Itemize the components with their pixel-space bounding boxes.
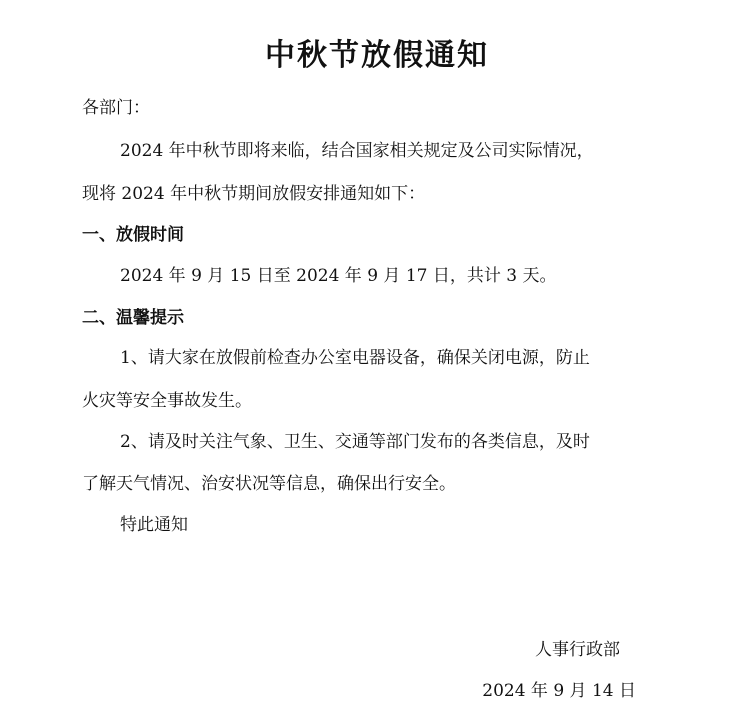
reminder-1-line-2: 火灾等安全事故发生。 bbox=[82, 391, 252, 411]
section-heading-holiday-time: 一、放假时间 bbox=[82, 225, 184, 245]
closing-text: 特此通知 bbox=[120, 515, 188, 535]
salutation: 各部门： bbox=[82, 98, 150, 118]
page-title: 中秋节放假通知 bbox=[265, 38, 489, 73]
reminder-1-line-1: 1、请大家在放假前检查办公室电器设备，确保关闭电源，防止 bbox=[120, 348, 590, 368]
reminder-2-line-2: 了解天气情况、治安状况等信息，确保出行安全。 bbox=[82, 474, 456, 494]
reminder-2-line-1: 2、请及时关注气象、卫生、交通等部门发布的各类信息，及时 bbox=[120, 432, 590, 452]
intro-line-2: 现将 2024 年中秋节期间放假安排通知如下： bbox=[82, 184, 426, 204]
signature-department: 人事行政部 bbox=[535, 640, 620, 660]
signature-date: 2024 年 9 月 14 日 bbox=[482, 681, 636, 701]
section-heading-reminders: 二、温馨提示 bbox=[82, 308, 184, 328]
intro-line-1: 2024 年中秋节即将来临，结合国家相关规定及公司实际情况， bbox=[120, 141, 594, 161]
holiday-dates-text: 2024 年 9 月 15 日至 2024 年 9 月 17 日，共计 3 天。 bbox=[120, 266, 557, 286]
